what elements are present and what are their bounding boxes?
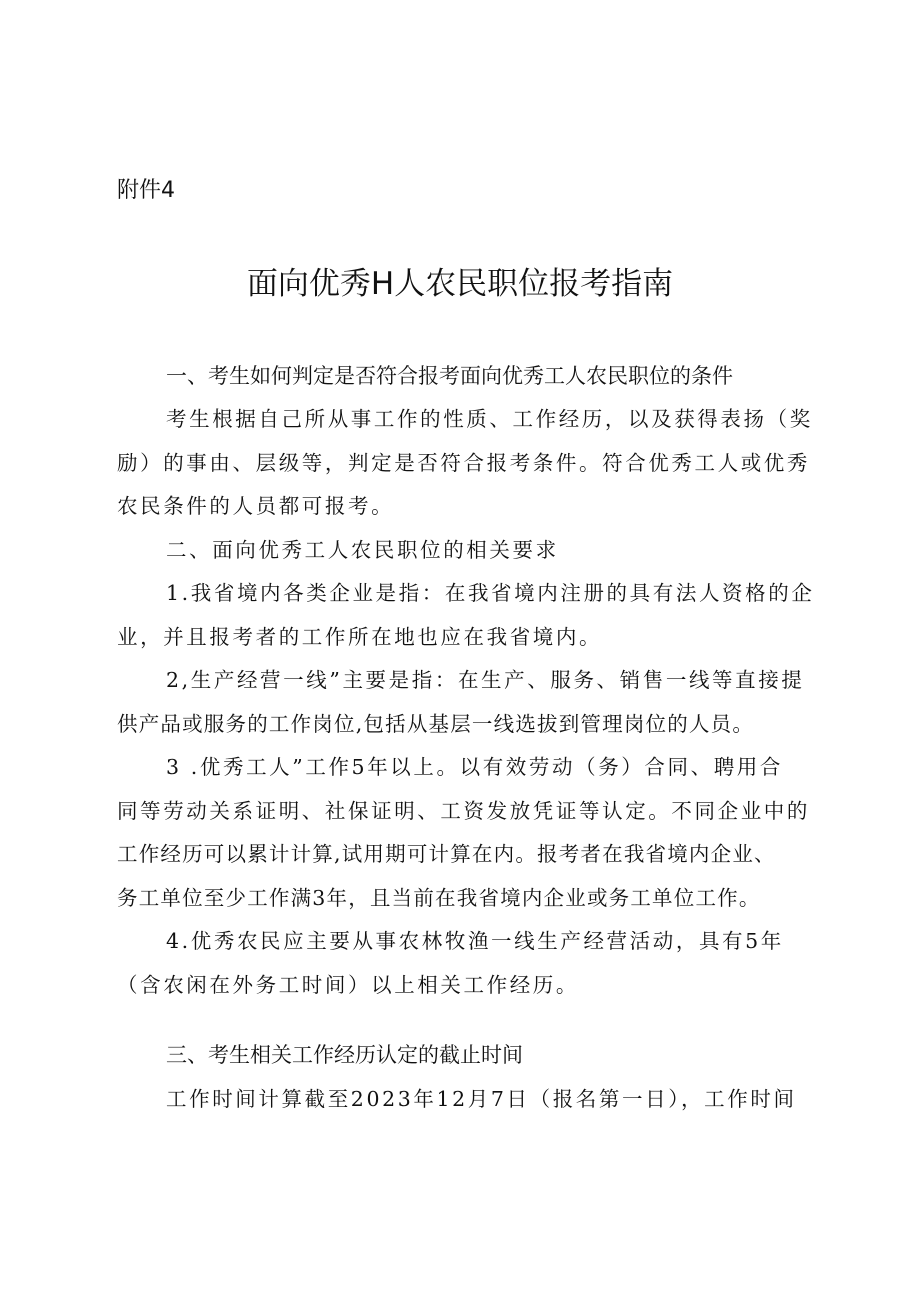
- paragraph-line: 农民条件的人员都可报考。: [117, 494, 395, 518]
- paragraph-line: 2,生产经营一线”主要是指：在生产、服务、销售一线等直接提: [166, 668, 805, 692]
- paragraph-line: 3 .优秀工人”工作5年以上。以有效劳动（务）合同、聘用合: [166, 755, 783, 779]
- paragraph-line: 供产品或服务的工作岗位,包括从基层一线选拔到管理岗位的人员。: [117, 712, 755, 736]
- paragraph-line: 4.优秀农民应主要从事农林牧渔一线生产经营活动，具有5年: [166, 929, 784, 953]
- attachment-label: 附件4: [117, 178, 175, 203]
- paragraph-line: 工作时间计算截至2023年12月7日（报名第一日），工作时间: [166, 1087, 797, 1111]
- paragraph-line: 考生根据自己所从事工作的性质、工作经历，以及获得表扬（奖: [166, 407, 813, 431]
- paragraph-line: 1.我省境内各类企业是指：在我省境内注册的具有法人资格的企: [166, 581, 815, 605]
- paragraph-line: （含农闲在外务工时间）以上相关工作经历。: [117, 973, 579, 997]
- paragraph-line: 同等劳动关系证明、社保证明、工资发放凭证等认定。不同企业中的: [117, 799, 810, 823]
- paragraph-line: 业，并且报考者的工作所在地也应在我省境内。: [117, 625, 603, 649]
- document-title: 面向优秀H人农民职位报考指南: [246, 266, 674, 302]
- section-heading-3: 三、考生相关工作经历认定的截止时间: [166, 1043, 523, 1067]
- section-heading-2: 二、面向优秀工人农民职位的相关要求: [166, 538, 559, 562]
- paragraph-line: 励）的事由、层级等，判定是否符合报考条件。符合优秀工人或优秀: [117, 451, 810, 475]
- paragraph-line: 务工单位至少工作满3年，且当前在我省境内企业或务工单位工作。: [117, 886, 761, 910]
- paragraph-line: 工作经历可以累计计算,试用期可计算在内。报考者在我省境内企业、: [117, 842, 776, 866]
- section-heading-1: 一、考生如何判定是否符合报考面向优秀工人农民职位的条件: [166, 364, 733, 388]
